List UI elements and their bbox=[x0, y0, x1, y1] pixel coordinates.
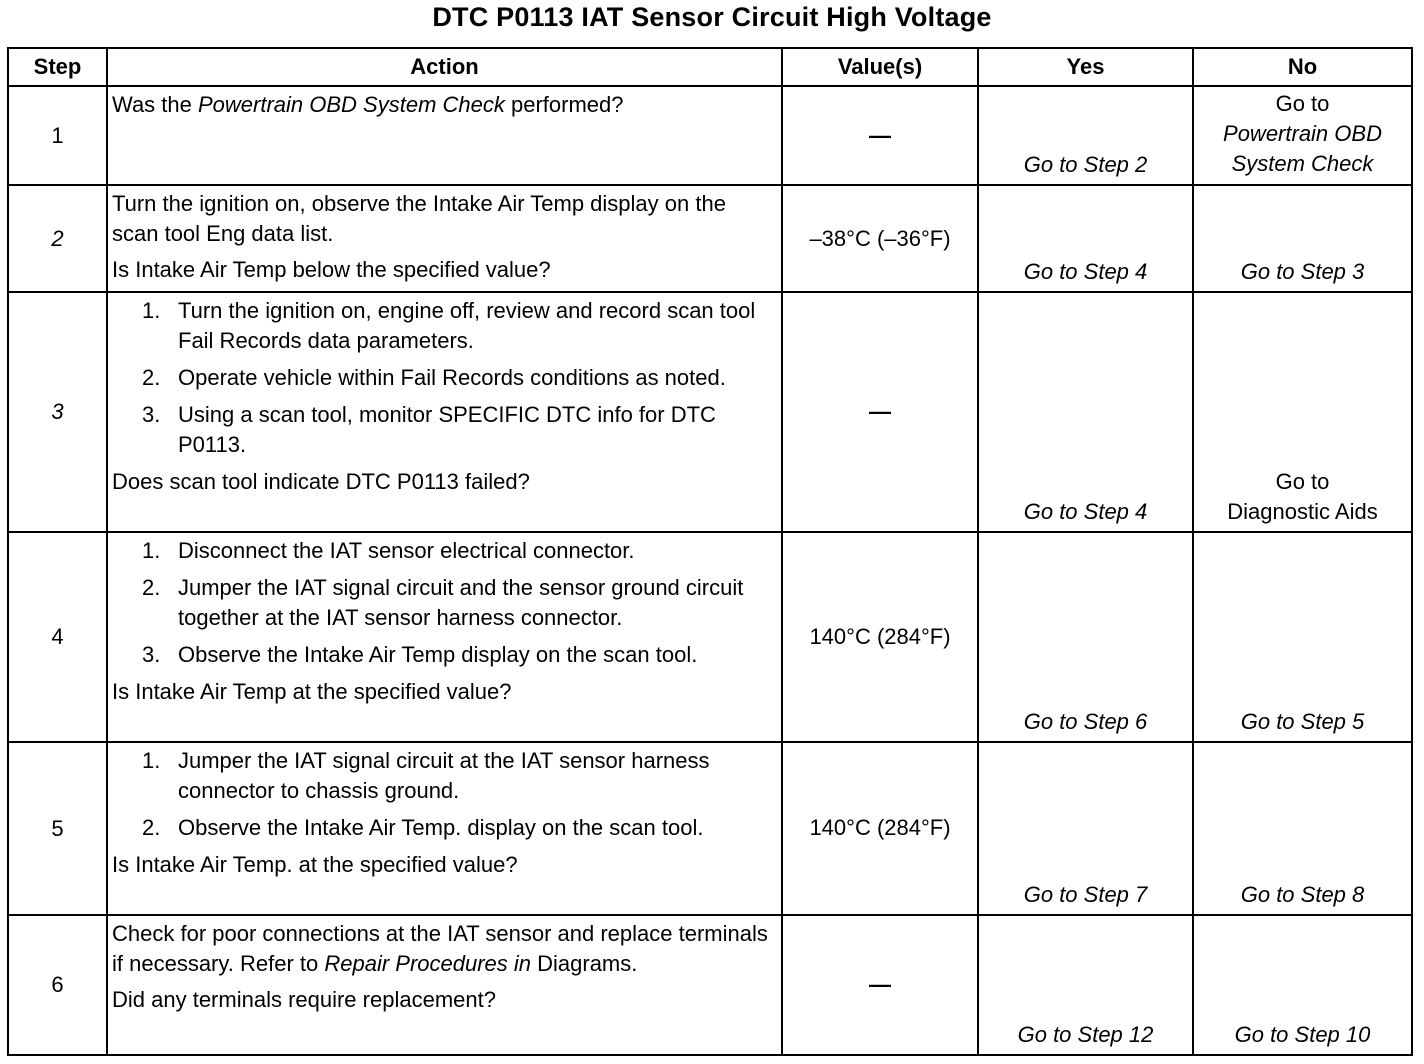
header-no: No bbox=[1193, 48, 1412, 86]
header-step: Step bbox=[8, 48, 107, 86]
table-row bbox=[8, 742, 1412, 915]
step-number: 4 bbox=[8, 532, 107, 742]
action-step-item: 3. Using a scan tool, monitor SPECIFIC DTC info for DTC P0113. bbox=[142, 402, 716, 457]
header-yes: Yes bbox=[978, 48, 1193, 86]
action-step-item: 2. Jumper the IAT signal circuit and the sensor ground circuit together at the IAT sensor harness connector. bbox=[142, 575, 744, 630]
header-values: Value(s) bbox=[782, 48, 978, 86]
action-steps bbox=[112, 296, 777, 460]
action-cell bbox=[107, 185, 782, 292]
yes-cell: Go to Step 7 bbox=[978, 742, 1193, 915]
yes-cell: Go to Step 2 bbox=[978, 86, 1193, 185]
action-intro: Check for poor connections at the IAT sensor and replace terminals if necessary. Refer to Repair Procedures in Diagrams. bbox=[112, 921, 768, 976]
yes-cell: Go to Step 6 bbox=[978, 532, 1193, 742]
table-row bbox=[8, 915, 1412, 1055]
step-number: 2 bbox=[8, 185, 107, 292]
no-cell: Go to Step 10 bbox=[1193, 915, 1412, 1055]
value-cell: 140°C (284°F) bbox=[782, 532, 978, 742]
no-cell: Go to Step 3 bbox=[1193, 185, 1412, 292]
value-cell: — bbox=[782, 915, 978, 1055]
no-cell: Go to Powertrain OBD System Check bbox=[1193, 86, 1412, 185]
value-cell: 140°C (284°F) bbox=[782, 742, 978, 915]
step-number: 5 bbox=[8, 742, 107, 915]
action-intro: Turn the ignition on, observe the Intake Air Temp display on the scan tool Eng data list. bbox=[112, 191, 726, 246]
action-step-item: 3. Observe the Intake Air Temp display on the scan tool. bbox=[142, 642, 698, 667]
table-row bbox=[8, 292, 1412, 532]
action-question: Is Intake Air Temp at the specified value? bbox=[112, 679, 512, 704]
step-number: 6 bbox=[8, 915, 107, 1055]
value-cell: –38°C (–36°F) bbox=[782, 185, 978, 292]
step-number: 3 bbox=[8, 292, 107, 532]
action-cell bbox=[107, 292, 782, 532]
action-step-item: 1. Disconnect the IAT sensor electrical connector. bbox=[142, 538, 635, 563]
action-question: Does scan tool indicate DTC P0113 failed? bbox=[112, 469, 530, 494]
page-title: DTC P0113 IAT Sensor Circuit High Voltage bbox=[432, 2, 992, 32]
no-cell: Go to Diagnostic Aids bbox=[1193, 292, 1412, 532]
action-question: Is Intake Air Temp below the specified value? bbox=[112, 257, 551, 282]
value-cell: — bbox=[782, 292, 978, 532]
yes-cell: Go to Step 12 bbox=[978, 915, 1193, 1055]
no-cell: Go to Step 5 bbox=[1193, 532, 1412, 742]
step-number: 1 bbox=[8, 86, 107, 185]
action-steps bbox=[112, 536, 777, 670]
action-cell bbox=[107, 532, 782, 742]
action-step-item: 1. Turn the ignition on, engine off, review and record scan tool Fail Records data parameters. bbox=[142, 298, 756, 353]
no-cell: Go to Step 8 bbox=[1193, 742, 1412, 915]
table-row bbox=[8, 532, 1412, 742]
action-cell bbox=[107, 742, 782, 915]
action-step-item: 1. Jumper the IAT signal circuit at the IAT sensor harness connector to chassis ground. bbox=[142, 748, 710, 803]
action-question: Was the Powertrain OBD System Check performed? bbox=[112, 92, 624, 117]
action-question: Did any terminals require replacement? bbox=[112, 987, 496, 1012]
action-question: Is Intake Air Temp. at the specified value? bbox=[112, 852, 518, 877]
action-steps bbox=[112, 746, 777, 843]
action-step-item: 2. Operate vehicle within Fail Records conditions as noted. bbox=[142, 365, 726, 390]
yes-cell: Go to Step 4 bbox=[978, 185, 1193, 292]
yes-cell: Go to Step 4 bbox=[978, 292, 1193, 532]
table-row bbox=[8, 86, 1412, 185]
header-row bbox=[8, 48, 1412, 86]
diagnostic-table bbox=[7, 47, 1413, 1056]
table-row bbox=[8, 185, 1412, 292]
header-action: Action bbox=[107, 48, 782, 86]
value-cell: — bbox=[782, 86, 978, 185]
action-cell bbox=[107, 915, 782, 1055]
action-cell bbox=[107, 86, 782, 185]
action-step-item: 2. Observe the Intake Air Temp. display on the scan tool. bbox=[142, 815, 704, 840]
